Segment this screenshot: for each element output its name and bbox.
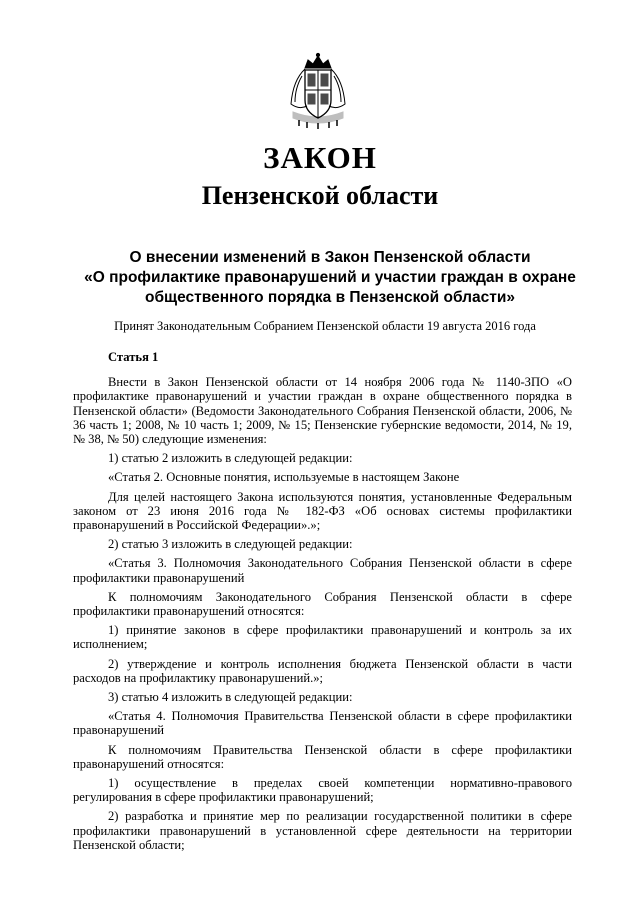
article-body [73,350,572,852]
article-paragraph: 1) статью 2 изложить в следующей редакции: [108,451,353,466]
law-subject-line: общественного порядка в Пензенской области» [145,289,515,306]
law-subject-line: «О профилактике правонарушений и участии граждан в охране [84,269,576,286]
article-paragraph: 2) утверждение и контроль исполнения бюджета Пензенской области в части расходов на профилактику правонарушений.»; [73,656,572,685]
article-paragraph: «Статья 4. Полномочия Правительства Пензенской области в сфере профилактики правонарушений [73,709,572,738]
article-paragraph: «Статья 2. Основные понятия, используемые в настоящем Законе [108,470,460,485]
article-paragraph: 1) осуществление в пределах своей компетенции нормативно-правового регулирования в сфере профилактики правонарушений; [73,776,572,805]
article-paragraph: 1) принятие законов в сфере профилактики правонарушений и контроль за их исполнением; [73,623,572,652]
law-subject-line: О внесении изменений в Закон Пензенской области [129,249,531,266]
article-paragraph: К полномочиям Правительства Пензенской области в сфере профилактики правонарушений относятся: [73,742,572,771]
article-paragraph: Для целей настоящего Закона используются понятия, установленные Федеральным законом от 23 июня 2016 года № 182-ФЗ «Об основах системы профилактики правонарушений в Российской Федерации».»; [73,489,572,533]
document-subtitle: Пензенской области [201,181,439,210]
article-paragraph: 3) статью 4 изложить в следующей редакции: [108,690,353,705]
coat-of-arms-icon [285,52,351,130]
adoption-note: Принят Законодательным Собранием Пензенской области 19 августа 2016 года [114,319,536,333]
article-paragraph: К полномочиям Законодательного Собрания Пензенской области в сфере профилактики правонарушений относятся: [73,589,572,619]
article-heading: Статья 1 [108,350,159,364]
article-paragraph: 2) разработка и принятие мер по реализации государственной политики в сфере профилактики правонарушений в установленной сфере деятельности на территории Пензенской области; [73,809,572,852]
article-paragraph: Внести в Закон Пензенской области от 14 ноября 2006 года № 1140-ЗПО «О профилактике правонарушений и участии граждан в охране общественного порядка в Пензенской области» (Ведомости Законодательного Собрания Пензенской области, 2006, № 36 часть 1; 2008, № 10 часть 1; 2009, № 15; Пензенские губернские ведомости, 2014, № 19, № 38, № 50) следующие изменения: [73,375,572,447]
article-paragraph: 2) статью 3 изложить в следующей редакции: [108,537,353,552]
document-title: ЗАКОН [263,140,377,175]
article-paragraph: «Статья 3. Полномочия Законодательного Собрания Пензенской области в сфере профилактики правонарушений [73,556,572,585]
law-subject [70,248,590,308]
